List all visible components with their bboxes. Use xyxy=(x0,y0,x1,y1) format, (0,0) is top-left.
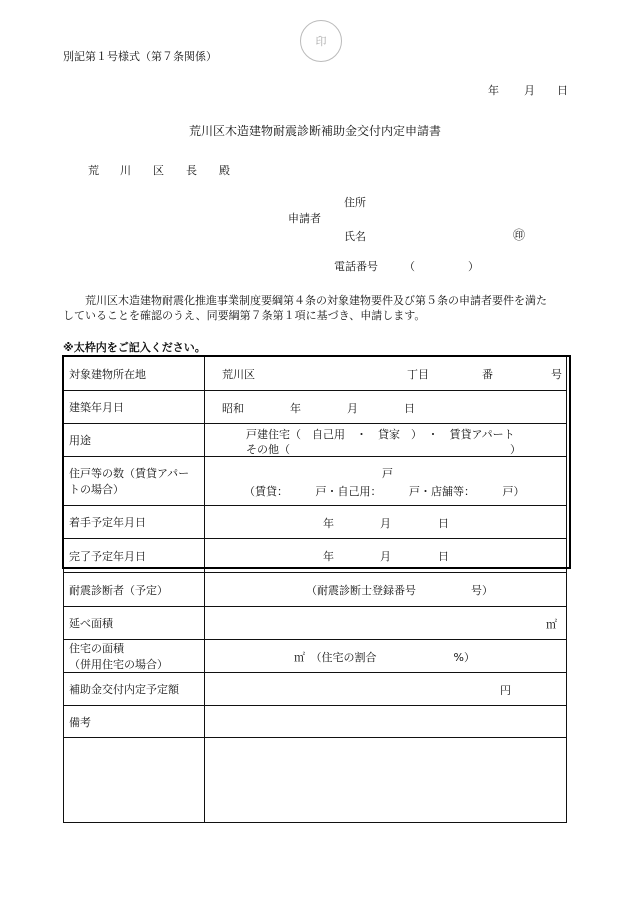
phone-label: 電話番号 xyxy=(334,260,378,273)
phone-close-paren: ） xyxy=(468,260,479,273)
addressee-char: 区 xyxy=(153,164,164,177)
units-breakdown: （賃貸： 戸・自己用： 戸・店舗等： 戸） xyxy=(244,485,525,498)
table-row xyxy=(64,673,567,706)
finish-month: 月 xyxy=(380,550,391,563)
fill-instruction-note: ※太枠内をご記入ください。 xyxy=(63,341,206,354)
addressee-char: 荒 xyxy=(88,164,99,177)
table-row xyxy=(64,506,567,539)
blank-field-cell[interactable] xyxy=(205,738,567,823)
table-row xyxy=(64,539,567,573)
subsidy-unit: 円 xyxy=(500,684,511,697)
diagnostician-label: 耐震診断者（予定） xyxy=(64,573,205,607)
finish-date-label: 完了予定年月日 xyxy=(64,539,205,573)
location-go: 号 xyxy=(551,368,562,381)
diagnostician-reg-number: （耐震診断士登録番号 号） xyxy=(306,584,493,597)
housing-area-ratio: ㎡ （住宅の割合 %） xyxy=(294,651,475,664)
housing-area-label xyxy=(64,640,205,673)
phone-open-paren: （ xyxy=(404,260,415,273)
table-row xyxy=(64,424,567,457)
remarks-field[interactable] xyxy=(205,706,567,738)
addressee-char: 長 xyxy=(186,164,197,177)
date-month: 月 xyxy=(524,84,535,97)
stamp-placeholder xyxy=(300,20,342,62)
built-month: 月 xyxy=(347,402,358,415)
units-label-line-2: トの場合） xyxy=(69,483,124,496)
table-row xyxy=(64,640,567,673)
start-day: 日 xyxy=(438,517,449,530)
date-year: 年 xyxy=(488,84,499,97)
table-row xyxy=(64,738,567,823)
start-date-label: 着手予定年月日 xyxy=(64,506,205,539)
stamp-text: 印 xyxy=(315,35,327,48)
units-label-line-1: 住戸等の数（賃貸アパー xyxy=(69,467,190,480)
finish-year: 年 xyxy=(323,550,334,563)
usage-line-2-close: ） xyxy=(510,443,521,456)
addressee-char: 川 xyxy=(120,164,131,177)
blank-label-cell xyxy=(64,738,205,823)
start-date-field[interactable] xyxy=(205,506,567,539)
usage-field[interactable] xyxy=(205,424,567,457)
location-chome: 丁目 xyxy=(407,368,429,381)
form-reference: 別記第１号様式（第７条関係） xyxy=(63,50,217,63)
document-title: 荒川区木造建物耐震診断補助金交付内定申請書 xyxy=(189,124,442,138)
finish-date-field[interactable] xyxy=(205,539,567,573)
finish-day: 日 xyxy=(438,550,449,563)
addressee-char: 殿 xyxy=(219,164,230,177)
diagnostician-field[interactable] xyxy=(205,573,567,607)
housing-area-label-line-2: （併用住宅の場合） xyxy=(69,658,168,671)
built-era: 昭和 xyxy=(222,402,244,415)
table-row xyxy=(64,357,567,391)
subsidy-label: 補助金交付内定予定額 xyxy=(64,673,205,706)
built-date-field[interactable] xyxy=(205,391,567,424)
housing-area-field[interactable] xyxy=(205,640,567,673)
location-field[interactable] xyxy=(205,357,567,391)
table-row xyxy=(64,391,567,424)
start-month: 月 xyxy=(380,517,391,530)
subsidy-field[interactable] xyxy=(205,673,567,706)
remarks-label: 備考 xyxy=(64,706,205,738)
units-total: 戸 xyxy=(382,467,393,480)
usage-label: 用途 xyxy=(64,424,205,457)
built-year: 年 xyxy=(290,402,301,415)
table-row xyxy=(64,573,567,607)
location-ward: 荒川区 xyxy=(222,368,255,381)
units-label xyxy=(64,457,205,506)
location-ban: 番 xyxy=(482,368,493,381)
floor-area-field[interactable] xyxy=(205,607,567,640)
floor-area-label: 延べ面積 xyxy=(64,607,205,640)
seal-mark: ㊞ xyxy=(513,228,526,242)
built-day: 日 xyxy=(404,402,415,415)
body-line-2: していることを確認のうえ、同要綱第７条第１項に基づき、申請します。 xyxy=(63,309,426,322)
applicant-label: 申請者 xyxy=(288,212,321,225)
location-label: 対象建物所在地 xyxy=(64,357,205,391)
housing-area-label-line-1: 住宅の面積 xyxy=(69,642,124,655)
usage-line-1: 戸建住宅（ 自己用 ・ 貸家 ） ・ 賃貸アパート xyxy=(246,428,515,441)
table-row xyxy=(64,607,567,640)
built-date-label: 建築年月日 xyxy=(64,391,205,424)
name-label: 氏名 xyxy=(344,230,366,243)
usage-line-2-open: その他（ xyxy=(246,443,290,456)
body-line-1: 荒川区木造建物耐震化推進事業制度要綱第４条の対象建物要件及び第５条の申請者要件を満た xyxy=(85,294,547,307)
table-row xyxy=(64,457,567,506)
application-table xyxy=(63,356,567,823)
units-field[interactable] xyxy=(205,457,567,506)
floor-area-unit: ㎡ xyxy=(546,618,557,631)
start-year: 年 xyxy=(323,517,334,530)
date-day: 日 xyxy=(557,84,568,97)
address-label: 住所 xyxy=(344,196,366,209)
table-row xyxy=(64,706,567,738)
